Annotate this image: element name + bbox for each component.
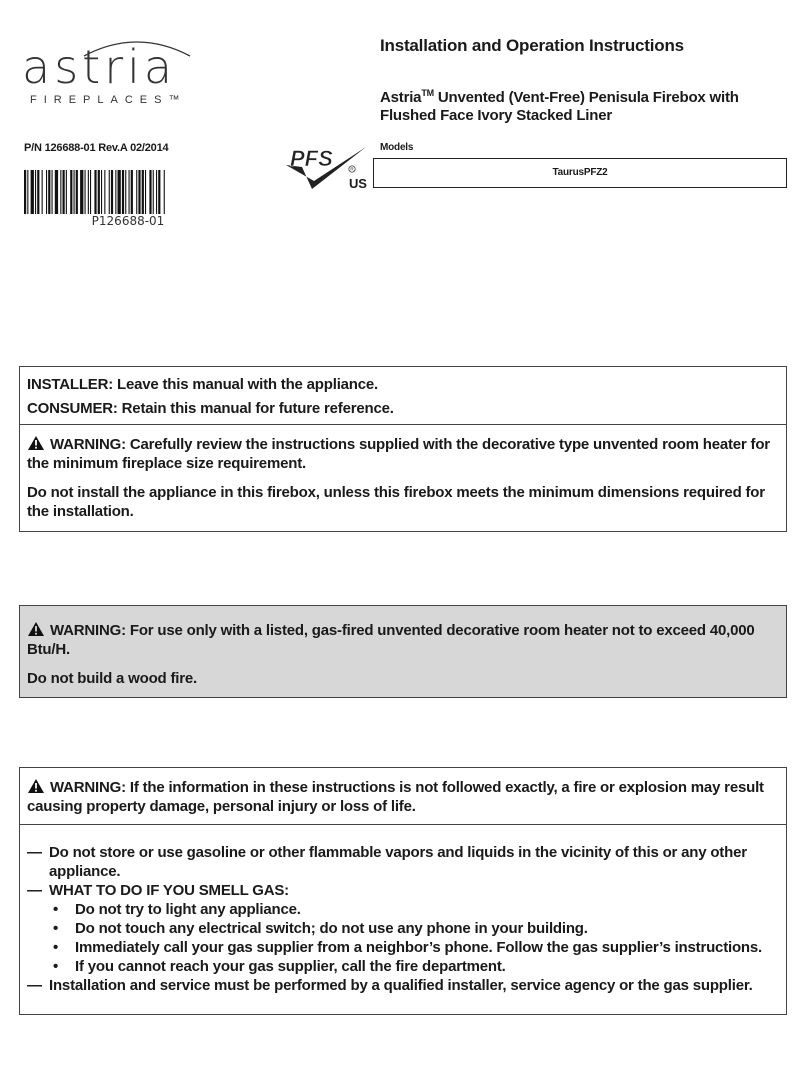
fire-warning-text: WARNING: If the information in these instructions is not followed exactly, a fire or explosion may result causing property damage, personal injury or loss of life.	[27, 779, 764, 815]
gas-safety-list	[20, 825, 786, 1013]
heater-warning-box	[19, 605, 787, 698]
barcode	[24, 170, 232, 214]
part-number: P/N 126688-01 Rev.A 02/2014	[24, 142, 169, 154]
fire-warning-heading	[20, 768, 786, 825]
subtitle-line2: Flushed Face Ivory Stacked Liner	[380, 107, 613, 124]
subtitle-brand: Astria	[380, 89, 422, 106]
fireplace-size-warning	[20, 425, 786, 531]
bullet-text: Do not touch any electrical switch; do not use any phone in your building.	[75, 920, 588, 937]
wood-fire-warning: Do not build a wood fire.	[27, 670, 197, 687]
warning-dimensions-text: Do not install the appliance in this firebox, unless this firebox meets the minimum dimensions required for the installation.	[27, 484, 765, 520]
list-item-text: Do not store or use gasoline or other flammable vapors and liquids in the vicinity of this or any other appliance.	[49, 844, 747, 880]
warning-icon	[27, 621, 45, 637]
bullet-marker: •	[53, 901, 59, 918]
trademark-mark: TM	[421, 88, 434, 98]
astria-logo	[22, 40, 212, 106]
pfs-mark-text: PFS	[290, 146, 333, 171]
bullet-item	[27, 938, 779, 957]
bullet-item	[27, 919, 779, 938]
warning-icon	[27, 435, 45, 451]
consumer-note: CONSUMER: Retain this manual for future reference.	[27, 400, 394, 417]
page-title: Installation and Operation Instructions	[380, 36, 684, 55]
models-label: Models	[380, 142, 414, 153]
bullet-text: Immediately call your gas supplier from a neighbor’s phone. Follow the gas supplier’s instructions.	[75, 939, 763, 956]
bullet-text: Do not try to light any appliance.	[75, 901, 301, 918]
bullet-marker: •	[53, 958, 59, 975]
barcode-label: P126688-01	[91, 214, 165, 228]
list-item	[27, 881, 779, 900]
list-item	[27, 843, 779, 881]
bullet-text: If you cannot reach your gas supplier, call the fire department.	[75, 958, 506, 975]
pfs-us-label: US	[349, 176, 367, 191]
fire-explosion-warning-box	[19, 767, 787, 1015]
logo-wordmark: astria	[22, 40, 177, 94]
bullet-marker: •	[53, 920, 59, 937]
dash-marker: —	[27, 977, 42, 994]
dash-marker: —	[27, 882, 42, 899]
installer-note: INSTALLER: Leave this manual with the appliance.	[27, 376, 379, 393]
subtitle-line1: Unvented (Vent-Free) Penisula Firebox with	[433, 89, 739, 106]
warning-icon	[27, 778, 45, 794]
product-subtitle	[380, 84, 790, 125]
list-item	[27, 976, 779, 995]
bullet-marker: •	[53, 939, 59, 956]
dash-marker: —	[27, 844, 42, 861]
installer-consumer-section	[20, 367, 786, 425]
list-item-text: Installation and service must be performed by a qualified installer, service agency or the gas supplier.	[49, 977, 753, 994]
heater-warning-text: WARNING: For use only with a listed, gas-fired unvented decorative room heater not to exceed 40,000 Btu/H.	[27, 622, 755, 658]
installer-notice-box	[19, 366, 787, 532]
svg-text:R: R	[350, 166, 354, 172]
bullet-item	[27, 900, 779, 919]
logo-subtitle: FIREPLACES™	[30, 94, 187, 106]
models-box: TaurusPFZ2	[373, 158, 787, 188]
list-item-text: WHAT TO DO IF YOU SMELL GAS:	[49, 882, 289, 899]
bullet-item	[27, 957, 779, 976]
warning-size-text: WARNING: Carefully review the instructions supplied with the decorative type unvented room heater for the minimum fireplace size requirement.	[27, 436, 770, 472]
